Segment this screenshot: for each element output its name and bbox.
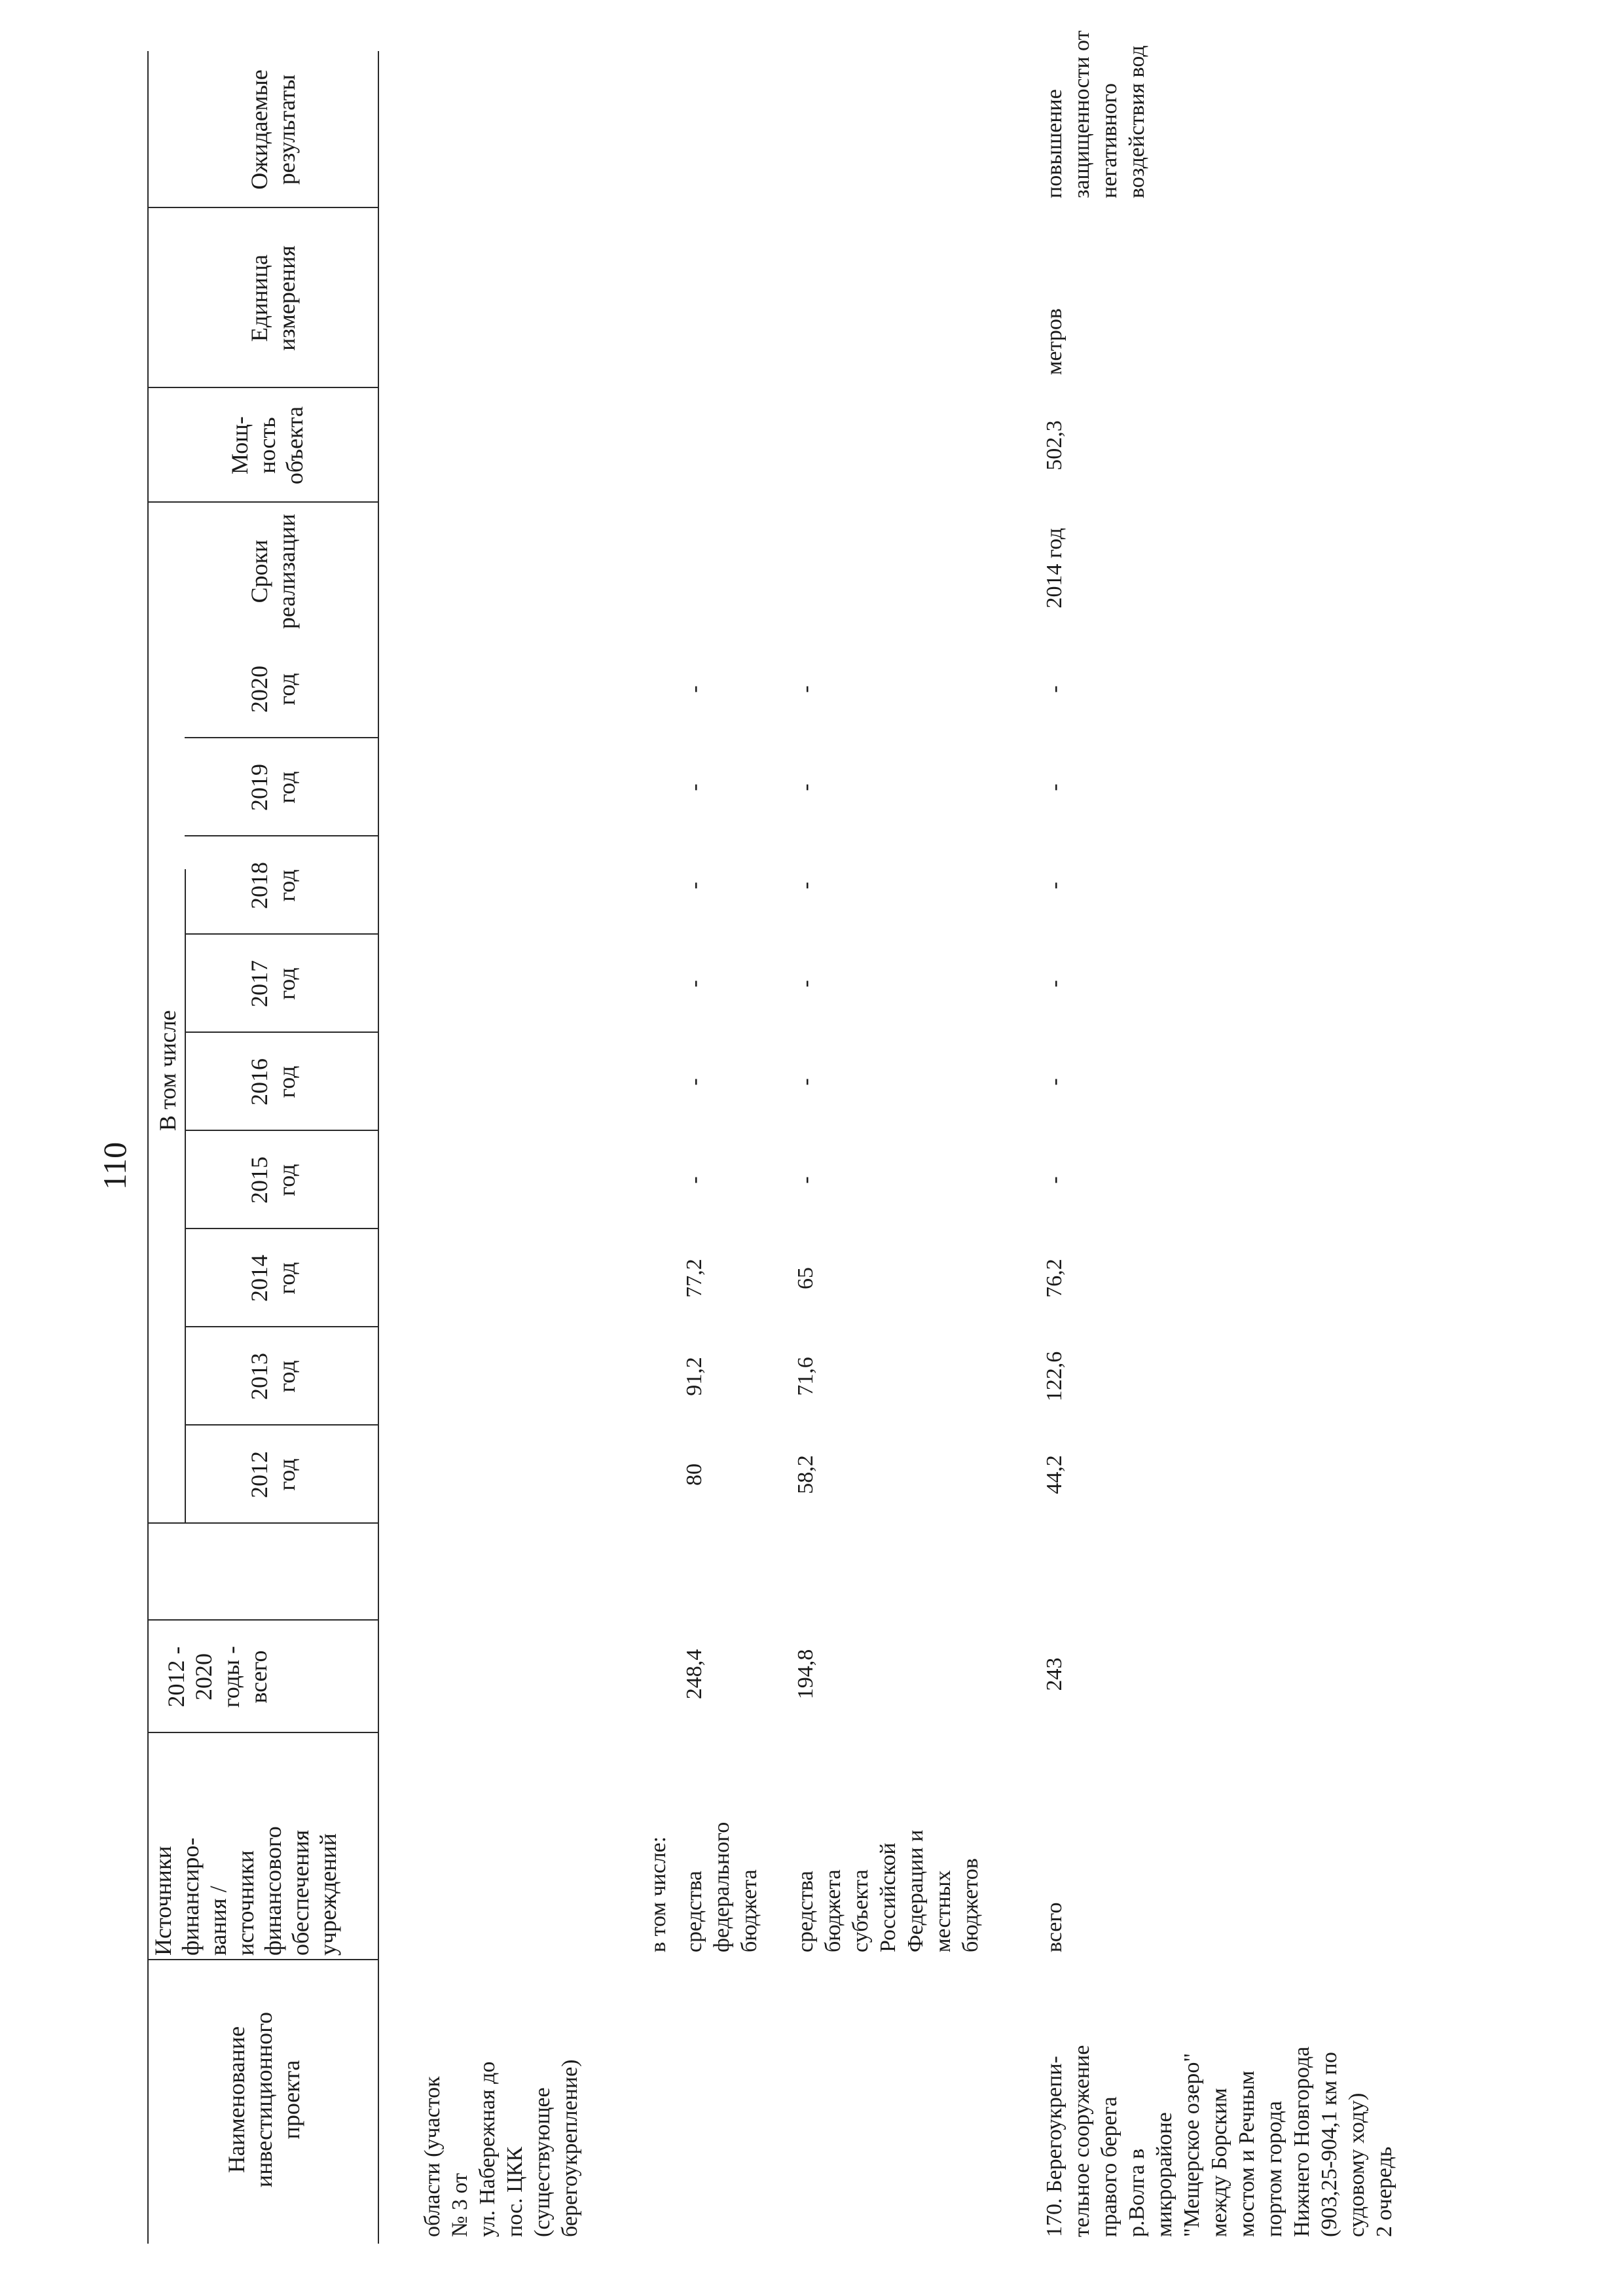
row-regional-2012: 58,2	[793, 1455, 818, 1494]
project-170-results: повышение защищенности от негативного воздействия вод	[1042, 30, 1149, 198]
project-170-2013: 122,6	[1042, 1351, 1067, 1402]
row-federal-2019: -	[682, 783, 706, 791]
header-year-2015: 2015 год	[246, 1157, 300, 1204]
project-170-2012: 44,2	[1042, 1455, 1067, 1494]
row-regional-2016: -	[793, 1078, 818, 1086]
project-170-unit: метров	[1042, 308, 1067, 375]
project-170-source: всего	[1042, 1902, 1067, 1952]
header-unit: Единица измерения	[246, 245, 300, 351]
subheader-divider	[185, 869, 186, 1524]
col-divider	[147, 1619, 378, 1621]
project-170-name: 170. Берегоукрепи- тельное сооружение правого берега р.Волга в микрорайоне "Мещерское озеро" между Борским мостом и Речным портом города Нижнего Новгорода (903,25-904,1 км по судовому ходу) 2 очередь	[1042, 2045, 1396, 2237]
row-federal-2020: -	[682, 685, 706, 693]
header-year-2016: 2016 год	[246, 1058, 300, 1105]
row-federal-total: 248,4	[682, 1649, 706, 1700]
header-terms: Сроки реализации	[246, 514, 300, 629]
project-170-terms: 2014 год	[1042, 528, 1067, 609]
row-federal-2014: 77,2	[682, 1259, 706, 1298]
header-project-name: Наименование инвестиционного проекта	[223, 2011, 304, 2188]
header-including: В том числе	[155, 1010, 181, 1131]
project-170-2017: -	[1042, 980, 1067, 988]
header-sources: Источники финансиро- вания / источники финансового обеспечения учреждений	[150, 1826, 341, 1956]
row-federal-source: средства федерального бюджета	[682, 1821, 761, 1952]
header-year-2018: 2018 год	[246, 862, 300, 909]
row-regional-total: 194,8	[793, 1649, 818, 1700]
project-170-capacity: 502,3	[1042, 420, 1067, 471]
row-regional-2020: -	[793, 685, 818, 693]
project-170-2014: 76,2	[1042, 1259, 1067, 1298]
row-regional-2013: 71,6	[793, 1357, 818, 1396]
header-results: Ожидаемые результаты	[246, 69, 300, 190]
project-170-2018: -	[1042, 882, 1067, 889]
row-federal-2015: -	[682, 1176, 706, 1184]
header-capacity: Мощ- ность объекта	[227, 406, 308, 485]
table-top-border	[147, 51, 149, 2244]
row-regional-2014: 65	[793, 1267, 818, 1289]
row-regional-source: средства бюджета субъекта Российской Федерации и местных бюджетов	[793, 1829, 983, 1952]
row-regional-2019: -	[793, 783, 818, 791]
row-federal-2017: -	[682, 980, 706, 988]
col-divider	[147, 1959, 378, 1960]
project-170-2019: -	[1042, 783, 1067, 791]
header-year-2020: 2020 год	[246, 666, 300, 713]
header-total: 2012 - 2020 годы - всего	[163, 1645, 272, 1708]
page-number: 110	[96, 1141, 133, 1190]
header-year-2013: 2013 год	[246, 1353, 300, 1400]
row-federal-2018: -	[682, 882, 706, 889]
row-federal-2013: 91,2	[682, 1357, 706, 1396]
project-170-2020: -	[1042, 685, 1067, 693]
header-year-2017: 2017 год	[246, 960, 300, 1007]
continued-project-name: области (участок № 3 от ул. Набережная до пос. ЦКК (существующее берегоукрепление)	[420, 2059, 582, 2237]
row-regional-2015: -	[793, 1176, 818, 1184]
header-year-2014: 2014 год	[246, 1255, 300, 1302]
table-header-bottom-border	[378, 51, 379, 2244]
row-federal-2012: 80	[682, 1463, 706, 1486]
project-170-total: 243	[1042, 1657, 1067, 1691]
including-label: в том числе:	[646, 1836, 670, 1952]
row-regional-2017: -	[793, 980, 818, 988]
header-year-2012: 2012 год	[246, 1451, 300, 1498]
row-regional-2018: -	[793, 882, 818, 889]
project-170-2016: -	[1042, 1078, 1067, 1086]
project-170-2015: -	[1042, 1176, 1067, 1184]
row-federal-2016: -	[682, 1078, 706, 1086]
header-year-2019: 2019 год	[246, 764, 300, 811]
